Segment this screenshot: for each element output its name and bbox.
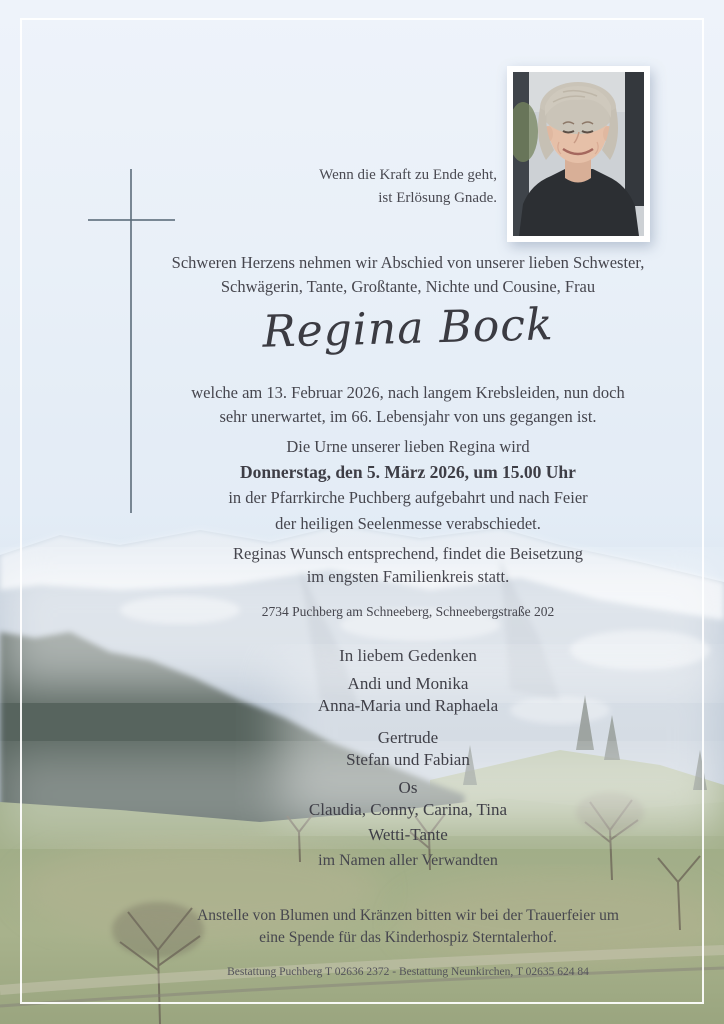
service-line: in der Pfarrkirche Puchberg aufgebahrt und nach Feier (228, 488, 588, 507)
passing-text (112, 381, 704, 429)
memorial-quote (319, 164, 497, 210)
mourner-name: Claudia, Conny, Carina, Tina (308, 800, 508, 819)
passing-line: sehr unerwartet, im 66. Lebensjahr von uns gegangen ist. (219, 407, 597, 426)
memorial-cross-icon (88, 219, 175, 221)
service-line: der heiligen Seelenmesse verabschiedet. (275, 513, 541, 533)
mourner-name: Stefan und Fabian (346, 750, 470, 769)
intro-line: Schweren Herzens nehmen wir Abschied von unserer lieben Schwester, (171, 253, 645, 272)
funeral-home-footer: Bestattung Puchberg T 02636 2372 - Bestattung Neunkirchen, T 02635 624 84 (227, 966, 589, 978)
donation-line: eine Spende für das Kinderhospiz Sterntalerhof. (259, 929, 557, 946)
service-datetime: Donnerstag, den 5. März 2026, um 15.00 Uhr (240, 461, 576, 482)
mourner-group (112, 673, 704, 717)
donation-line: Anstelle von Blumen und Kränzen bitten wir bei der Trauerfeier um (197, 907, 619, 924)
burial-text (112, 542, 704, 588)
quote-line: ist Erlösung Gnade. (378, 190, 497, 206)
mourner-name: Wetti-Tante (368, 825, 448, 844)
mourner-name: Andi und Monika (347, 674, 469, 693)
mourner-name: Anna-Maria und Raphaela (317, 696, 499, 715)
intro-line: Schwägerin, Tante, Großtante, Nichte und Cousine, Frau (220, 277, 596, 296)
service-details (112, 434, 704, 536)
mourner-group (112, 727, 704, 771)
mourner-name: Os (398, 778, 418, 797)
deceased-name: Regina Bock (261, 299, 555, 358)
mourning-heading: In liebem Gedenken (339, 646, 477, 665)
mourner-name: Gertrude (377, 728, 439, 747)
mourner-group (112, 777, 704, 821)
portrait-image (513, 72, 644, 236)
service-line: Die Urne unserer lieben Regina wird (286, 437, 530, 456)
burial-line: im engsten Familienkreis statt. (306, 567, 510, 586)
quote-line: Wenn die Kraft zu Ende geht, (319, 167, 497, 183)
intro-text (112, 251, 704, 299)
mourner-group (112, 824, 704, 846)
passing-line: welche am 13. Februar 2026, nach langem Krebsleiden, nun doch (191, 383, 625, 402)
closing-line: im Namen aller Verwandten (318, 852, 498, 869)
burial-line: Reginas Wunsch entsprechend, findet die Beisetzung (232, 544, 584, 563)
deceased-portrait-photo (507, 66, 650, 242)
donation-text (112, 905, 704, 949)
address-line: 2734 Puchberg am Schneeberg, Schneebergstraße 202 (261, 604, 555, 619)
